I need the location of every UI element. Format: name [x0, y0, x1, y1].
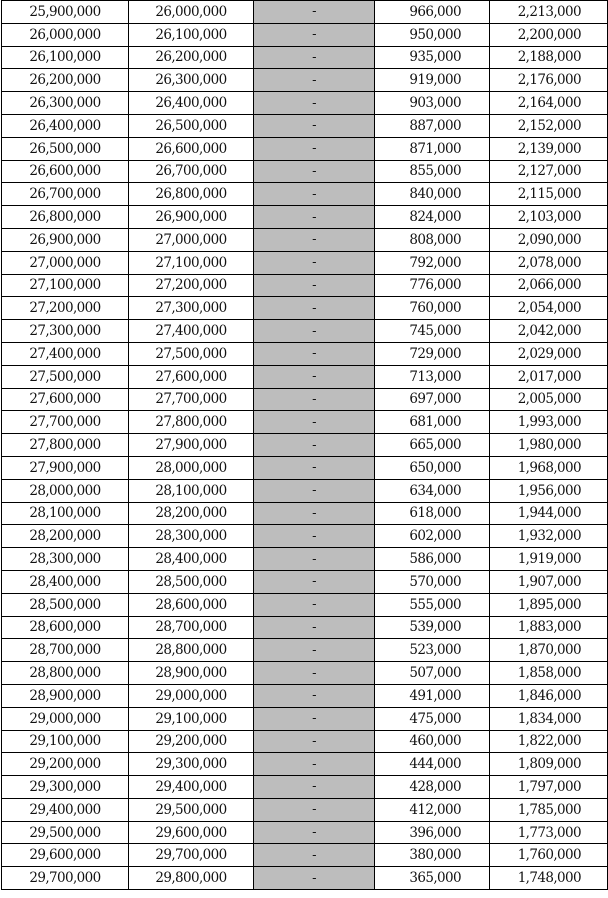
- income-from-cell: 28,200,000: [2, 525, 129, 548]
- income-from-cell: 29,500,000: [2, 821, 129, 844]
- total-amount-cell: 2,188,000: [490, 46, 608, 69]
- amount-cell: 507,000: [375, 662, 490, 685]
- amount-cell: 887,000: [375, 114, 490, 137]
- income-from-cell: 27,000,000: [2, 251, 129, 274]
- amount-cell: 681,000: [375, 411, 490, 434]
- income-to-cell: 26,500,000: [129, 114, 254, 137]
- income-to-cell: 27,300,000: [129, 297, 254, 320]
- table-row: [2, 844, 608, 867]
- income-from-cell: 26,000,000: [2, 23, 129, 46]
- income-to-cell: 28,500,000: [129, 570, 254, 593]
- total-amount-cell: 1,895,000: [490, 593, 608, 616]
- table-row: [2, 434, 608, 457]
- amount-cell: 935,000: [375, 46, 490, 69]
- shaded-dash-cell: -: [254, 707, 375, 730]
- total-amount-cell: 2,152,000: [490, 114, 608, 137]
- table-row: [2, 388, 608, 411]
- income-to-cell: 28,300,000: [129, 525, 254, 548]
- shaded-dash-cell: -: [254, 434, 375, 457]
- income-from-cell: 28,700,000: [2, 639, 129, 662]
- income-to-cell: 28,000,000: [129, 456, 254, 479]
- shaded-dash-cell: -: [254, 137, 375, 160]
- shaded-dash-cell: -: [254, 684, 375, 707]
- total-amount-cell: 1,870,000: [490, 639, 608, 662]
- total-amount-cell: 1,980,000: [490, 434, 608, 457]
- income-from-cell: 28,800,000: [2, 662, 129, 685]
- table-row: [2, 69, 608, 92]
- income-from-cell: 28,100,000: [2, 502, 129, 525]
- income-from-cell: 27,900,000: [2, 456, 129, 479]
- total-amount-cell: 1,773,000: [490, 821, 608, 844]
- income-to-cell: 26,200,000: [129, 46, 254, 69]
- total-amount-cell: 2,042,000: [490, 320, 608, 343]
- amount-cell: 539,000: [375, 616, 490, 639]
- total-amount-cell: 1,834,000: [490, 707, 608, 730]
- table-row: [2, 137, 608, 160]
- income-from-cell: 27,300,000: [2, 320, 129, 343]
- amount-cell: 713,000: [375, 365, 490, 388]
- table-row: [2, 228, 608, 251]
- amount-cell: 475,000: [375, 707, 490, 730]
- income-from-cell: 27,100,000: [2, 274, 129, 297]
- income-from-cell: 28,600,000: [2, 616, 129, 639]
- shaded-dash-cell: -: [254, 639, 375, 662]
- shaded-dash-cell: -: [254, 411, 375, 434]
- income-to-cell: 27,100,000: [129, 251, 254, 274]
- amount-cell: 523,000: [375, 639, 490, 662]
- shaded-dash-cell: -: [254, 1, 375, 24]
- table-row: [2, 342, 608, 365]
- income-to-cell: 28,100,000: [129, 479, 254, 502]
- total-amount-cell: 2,017,000: [490, 365, 608, 388]
- amount-cell: 444,000: [375, 753, 490, 776]
- shaded-dash-cell: -: [254, 616, 375, 639]
- shaded-dash-cell: -: [254, 274, 375, 297]
- amount-cell: 650,000: [375, 456, 490, 479]
- total-amount-cell: 1,748,000: [490, 867, 608, 890]
- income-to-cell: 26,000,000: [129, 1, 254, 24]
- shaded-dash-cell: -: [254, 593, 375, 616]
- table-row: [2, 867, 608, 890]
- income-from-cell: 26,500,000: [2, 137, 129, 160]
- amount-cell: 760,000: [375, 297, 490, 320]
- table-row: [2, 46, 608, 69]
- shaded-dash-cell: -: [254, 46, 375, 69]
- income-from-cell: 29,600,000: [2, 844, 129, 867]
- income-to-cell: 28,200,000: [129, 502, 254, 525]
- income-to-cell: 29,000,000: [129, 684, 254, 707]
- total-amount-cell: 1,809,000: [490, 753, 608, 776]
- table-row: [2, 753, 608, 776]
- total-amount-cell: 1,932,000: [490, 525, 608, 548]
- table-row: [2, 798, 608, 821]
- total-amount-cell: 1,858,000: [490, 662, 608, 685]
- table-row: [2, 821, 608, 844]
- shaded-dash-cell: -: [254, 502, 375, 525]
- income-from-cell: 27,700,000: [2, 411, 129, 434]
- amount-cell: 745,000: [375, 320, 490, 343]
- total-amount-cell: 2,176,000: [490, 69, 608, 92]
- total-amount-cell: 2,103,000: [490, 206, 608, 229]
- income-to-cell: 27,000,000: [129, 228, 254, 251]
- shaded-dash-cell: -: [254, 548, 375, 571]
- total-amount-cell: 2,066,000: [490, 274, 608, 297]
- income-to-cell: 28,400,000: [129, 548, 254, 571]
- income-from-cell: 26,200,000: [2, 69, 129, 92]
- total-amount-cell: 1,846,000: [490, 684, 608, 707]
- shaded-dash-cell: -: [254, 320, 375, 343]
- income-from-cell: 26,600,000: [2, 160, 129, 183]
- income-to-cell: 29,300,000: [129, 753, 254, 776]
- income-from-cell: 26,800,000: [2, 206, 129, 229]
- table-row: [2, 593, 608, 616]
- table-row: [2, 776, 608, 799]
- income-from-cell: 26,700,000: [2, 183, 129, 206]
- amount-cell: 618,000: [375, 502, 490, 525]
- amount-cell: 966,000: [375, 1, 490, 24]
- total-amount-cell: 2,213,000: [490, 1, 608, 24]
- income-to-cell: 26,600,000: [129, 137, 254, 160]
- amount-cell: 586,000: [375, 548, 490, 571]
- amount-cell: 919,000: [375, 69, 490, 92]
- income-to-cell: 28,900,000: [129, 662, 254, 685]
- table-row: [2, 160, 608, 183]
- table-row: [2, 502, 608, 525]
- income-from-cell: 27,600,000: [2, 388, 129, 411]
- income-from-cell: 29,700,000: [2, 867, 129, 890]
- total-amount-cell: 1,822,000: [490, 730, 608, 753]
- shaded-dash-cell: -: [254, 570, 375, 593]
- table-row: [2, 479, 608, 502]
- income-to-cell: 29,200,000: [129, 730, 254, 753]
- total-amount-cell: 2,078,000: [490, 251, 608, 274]
- shaded-dash-cell: -: [254, 730, 375, 753]
- income-from-cell: 26,900,000: [2, 228, 129, 251]
- table-row: [2, 365, 608, 388]
- amount-cell: 380,000: [375, 844, 490, 867]
- income-to-cell: 29,100,000: [129, 707, 254, 730]
- income-from-cell: 26,300,000: [2, 92, 129, 115]
- shaded-dash-cell: -: [254, 228, 375, 251]
- total-amount-cell: 2,090,000: [490, 228, 608, 251]
- total-amount-cell: 2,054,000: [490, 297, 608, 320]
- amount-cell: 729,000: [375, 342, 490, 365]
- income-from-cell: 29,300,000: [2, 776, 129, 799]
- amount-cell: 665,000: [375, 434, 490, 457]
- shaded-dash-cell: -: [254, 297, 375, 320]
- income-to-cell: 28,700,000: [129, 616, 254, 639]
- table-row: [2, 411, 608, 434]
- table-row: [2, 114, 608, 137]
- income-to-cell: 26,300,000: [129, 69, 254, 92]
- table-row: [2, 456, 608, 479]
- income-to-cell: 26,700,000: [129, 160, 254, 183]
- total-amount-cell: 2,164,000: [490, 92, 608, 115]
- table-row: [2, 525, 608, 548]
- table-row: [2, 92, 608, 115]
- income-to-cell: 27,700,000: [129, 388, 254, 411]
- shaded-dash-cell: -: [254, 662, 375, 685]
- total-amount-cell: 2,005,000: [490, 388, 608, 411]
- income-from-cell: 26,400,000: [2, 114, 129, 137]
- amount-cell: 634,000: [375, 479, 490, 502]
- income-to-cell: 29,500,000: [129, 798, 254, 821]
- shaded-dash-cell: -: [254, 183, 375, 206]
- amount-cell: 396,000: [375, 821, 490, 844]
- tax-table: [1, 0, 608, 890]
- total-amount-cell: 1,968,000: [490, 456, 608, 479]
- total-amount-cell: 2,200,000: [490, 23, 608, 46]
- income-from-cell: 27,800,000: [2, 434, 129, 457]
- total-amount-cell: 1,956,000: [490, 479, 608, 502]
- table-row: [2, 662, 608, 685]
- total-amount-cell: 2,139,000: [490, 137, 608, 160]
- income-to-cell: 26,800,000: [129, 183, 254, 206]
- total-amount-cell: 2,115,000: [490, 183, 608, 206]
- amount-cell: 697,000: [375, 388, 490, 411]
- total-amount-cell: 1,797,000: [490, 776, 608, 799]
- shaded-dash-cell: -: [254, 206, 375, 229]
- income-to-cell: 27,200,000: [129, 274, 254, 297]
- shaded-dash-cell: -: [254, 251, 375, 274]
- amount-cell: 871,000: [375, 137, 490, 160]
- income-from-cell: 27,500,000: [2, 365, 129, 388]
- amount-cell: 855,000: [375, 160, 490, 183]
- shaded-dash-cell: -: [254, 867, 375, 890]
- income-to-cell: 26,100,000: [129, 23, 254, 46]
- table-row: [2, 251, 608, 274]
- shaded-dash-cell: -: [254, 798, 375, 821]
- income-to-cell: 29,600,000: [129, 821, 254, 844]
- total-amount-cell: 1,944,000: [490, 502, 608, 525]
- income-from-cell: 28,500,000: [2, 593, 129, 616]
- table-row: [2, 1, 608, 24]
- shaded-dash-cell: -: [254, 388, 375, 411]
- income-from-cell: 28,400,000: [2, 570, 129, 593]
- table-row: [2, 616, 608, 639]
- amount-cell: 776,000: [375, 274, 490, 297]
- amount-cell: 840,000: [375, 183, 490, 206]
- amount-cell: 808,000: [375, 228, 490, 251]
- amount-cell: 570,000: [375, 570, 490, 593]
- shaded-dash-cell: -: [254, 776, 375, 799]
- shaded-dash-cell: -: [254, 479, 375, 502]
- table-row: [2, 730, 608, 753]
- table-row: [2, 570, 608, 593]
- income-from-cell: 29,100,000: [2, 730, 129, 753]
- income-to-cell: 27,800,000: [129, 411, 254, 434]
- income-to-cell: 29,700,000: [129, 844, 254, 867]
- table-row: [2, 684, 608, 707]
- amount-cell: 950,000: [375, 23, 490, 46]
- total-amount-cell: 2,127,000: [490, 160, 608, 183]
- income-to-cell: 27,600,000: [129, 365, 254, 388]
- table-row: [2, 297, 608, 320]
- amount-cell: 491,000: [375, 684, 490, 707]
- income-from-cell: 25,900,000: [2, 1, 129, 24]
- table-row: [2, 548, 608, 571]
- amount-cell: 460,000: [375, 730, 490, 753]
- amount-cell: 555,000: [375, 593, 490, 616]
- amount-cell: 903,000: [375, 92, 490, 115]
- income-from-cell: 28,000,000: [2, 479, 129, 502]
- income-from-cell: 29,000,000: [2, 707, 129, 730]
- table-row: [2, 320, 608, 343]
- income-from-cell: 26,100,000: [2, 46, 129, 69]
- table-row: [2, 639, 608, 662]
- table-row: [2, 183, 608, 206]
- shaded-dash-cell: -: [254, 456, 375, 479]
- amount-cell: 792,000: [375, 251, 490, 274]
- total-amount-cell: 1,919,000: [490, 548, 608, 571]
- amount-cell: 412,000: [375, 798, 490, 821]
- total-amount-cell: 1,883,000: [490, 616, 608, 639]
- income-from-cell: 28,300,000: [2, 548, 129, 571]
- total-amount-cell: 2,029,000: [490, 342, 608, 365]
- income-to-cell: 29,800,000: [129, 867, 254, 890]
- table-row: [2, 274, 608, 297]
- income-from-cell: 29,400,000: [2, 798, 129, 821]
- shaded-dash-cell: -: [254, 821, 375, 844]
- income-to-cell: 26,900,000: [129, 206, 254, 229]
- shaded-dash-cell: -: [254, 114, 375, 137]
- shaded-dash-cell: -: [254, 844, 375, 867]
- income-from-cell: 27,400,000: [2, 342, 129, 365]
- income-to-cell: 27,500,000: [129, 342, 254, 365]
- shaded-dash-cell: -: [254, 753, 375, 776]
- income-to-cell: 26,400,000: [129, 92, 254, 115]
- income-from-cell: 27,200,000: [2, 297, 129, 320]
- total-amount-cell: 1,993,000: [490, 411, 608, 434]
- total-amount-cell: 1,907,000: [490, 570, 608, 593]
- income-from-cell: 29,200,000: [2, 753, 129, 776]
- income-to-cell: 28,800,000: [129, 639, 254, 662]
- income-to-cell: 28,600,000: [129, 593, 254, 616]
- total-amount-cell: 1,760,000: [490, 844, 608, 867]
- table-row: [2, 206, 608, 229]
- shaded-dash-cell: -: [254, 92, 375, 115]
- income-to-cell: 27,900,000: [129, 434, 254, 457]
- amount-cell: 602,000: [375, 525, 490, 548]
- income-to-cell: 27,400,000: [129, 320, 254, 343]
- shaded-dash-cell: -: [254, 23, 375, 46]
- shaded-dash-cell: -: [254, 525, 375, 548]
- shaded-dash-cell: -: [254, 365, 375, 388]
- amount-cell: 428,000: [375, 776, 490, 799]
- table-body: [2, 1, 608, 890]
- total-amount-cell: 1,785,000: [490, 798, 608, 821]
- table-row: [2, 707, 608, 730]
- table-row: [2, 23, 608, 46]
- amount-cell: 365,000: [375, 867, 490, 890]
- income-to-cell: 29,400,000: [129, 776, 254, 799]
- shaded-dash-cell: -: [254, 160, 375, 183]
- shaded-dash-cell: -: [254, 69, 375, 92]
- income-from-cell: 28,900,000: [2, 684, 129, 707]
- shaded-dash-cell: -: [254, 342, 375, 365]
- amount-cell: 824,000: [375, 206, 490, 229]
